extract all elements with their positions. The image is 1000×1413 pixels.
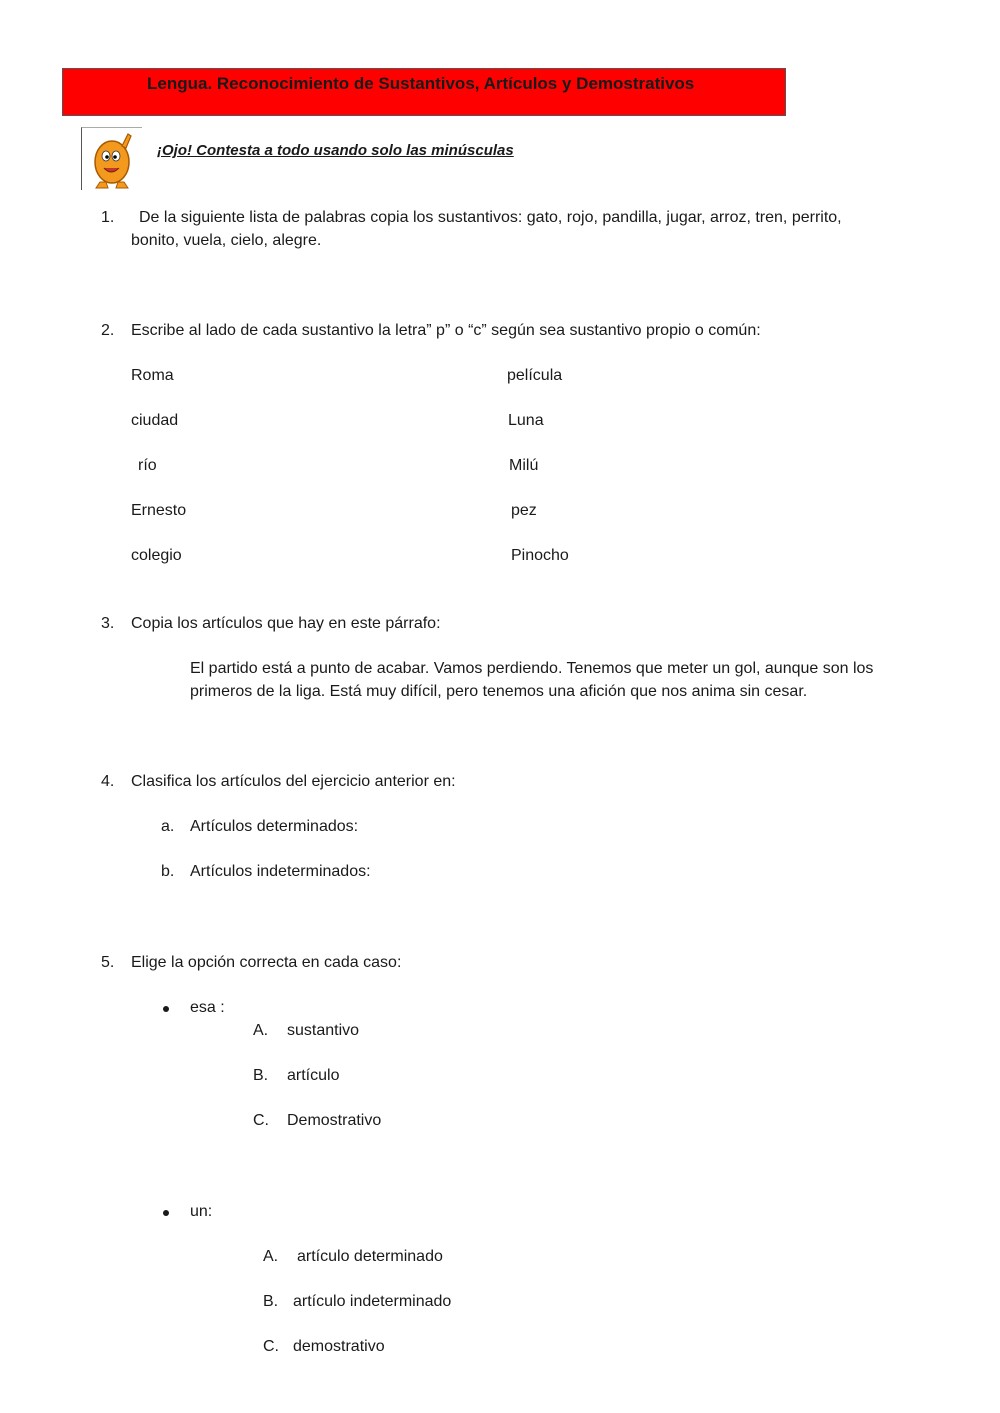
q2-word-right: película xyxy=(507,367,563,384)
q3-paragraph-line2: primeros de la liga. Está muy difícil, pero tenemos una afición que nos anima sin cesar. xyxy=(190,683,808,700)
title-banner xyxy=(62,68,786,116)
q4-item-label: Artículos indeterminados: xyxy=(190,863,371,880)
q1-number: 1. xyxy=(101,209,115,226)
q5-group-word: esa : xyxy=(190,999,225,1016)
q2-word-right: pez xyxy=(511,502,537,519)
q2-word-right: Milú xyxy=(509,457,539,474)
q2-number: 2. xyxy=(101,322,115,339)
q5-option-letter: B. xyxy=(253,1067,269,1084)
bullet-icon xyxy=(163,1006,169,1012)
q2-word-right: Pinocho xyxy=(511,547,569,564)
mascot-image xyxy=(82,128,142,190)
q5-option-letter: A. xyxy=(263,1248,279,1265)
q2-word-left: Roma xyxy=(131,367,174,384)
q3-number: 3. xyxy=(101,615,115,632)
q2-word-left: ciudad xyxy=(131,412,179,429)
q2-text: Escribe al lado de cada sustantivo la letra” p” o “c” según sea sustantivo propio o común: xyxy=(131,322,761,339)
q5-number: 5. xyxy=(101,954,115,971)
q5-option-letter: A. xyxy=(253,1022,269,1039)
q5-text: Elige la opción correcta en cada caso: xyxy=(131,954,402,971)
q5-option-letter: C. xyxy=(263,1338,279,1355)
q5-option-label: artículo indeterminado xyxy=(293,1293,452,1310)
q2-word-left: río xyxy=(138,457,157,474)
q5-option-label: artículo determinado xyxy=(297,1248,443,1265)
q2-word-left: colegio xyxy=(131,547,182,564)
q5-option-label: sustantivo xyxy=(287,1022,360,1039)
q4-number: 4. xyxy=(101,773,115,790)
q1-text-line1: De la siguiente lista de palabras copia los sustantivos: gato, rojo, pandilla, jugar, arroz, tren, perrito, xyxy=(139,209,842,226)
q5-option-label: Demostrativo xyxy=(287,1112,382,1129)
mascot-frame xyxy=(81,127,142,190)
q5-option-letter: C. xyxy=(253,1112,269,1129)
q4-text: Clasifica los artículos del ejercicio anterior en: xyxy=(131,773,456,790)
q3-text: Copia los artículos que hay en este párrafo: xyxy=(131,615,441,632)
page-title: Lengua. Reconocimiento de Sustantivos, Artículos y Demostrativos xyxy=(147,74,695,93)
q2-word-left: Ernesto xyxy=(131,502,187,519)
instruction-note: ¡Ojo! Contesta a todo usando solo las minúsculas xyxy=(157,142,514,159)
q4-item-label: Artículos determinados: xyxy=(190,818,359,835)
q4-item-letter: a. xyxy=(161,818,175,835)
bullet-icon xyxy=(163,1210,169,1216)
q3-paragraph-line1: El partido está a punto de acabar. Vamos perdiendo. Tenemos que meter un gol, aunque son los xyxy=(190,660,874,677)
q5-option-label: demostrativo xyxy=(293,1338,385,1355)
q4-item-letter: b. xyxy=(161,863,175,880)
q2-word-right: Luna xyxy=(508,412,544,429)
q1-text-line2: bonito, vuela, cielo, alegre. xyxy=(131,232,322,249)
q5-option-label: artículo xyxy=(287,1067,340,1084)
q5-option-letter: B. xyxy=(263,1293,279,1310)
q5-group-word: un: xyxy=(190,1203,213,1220)
